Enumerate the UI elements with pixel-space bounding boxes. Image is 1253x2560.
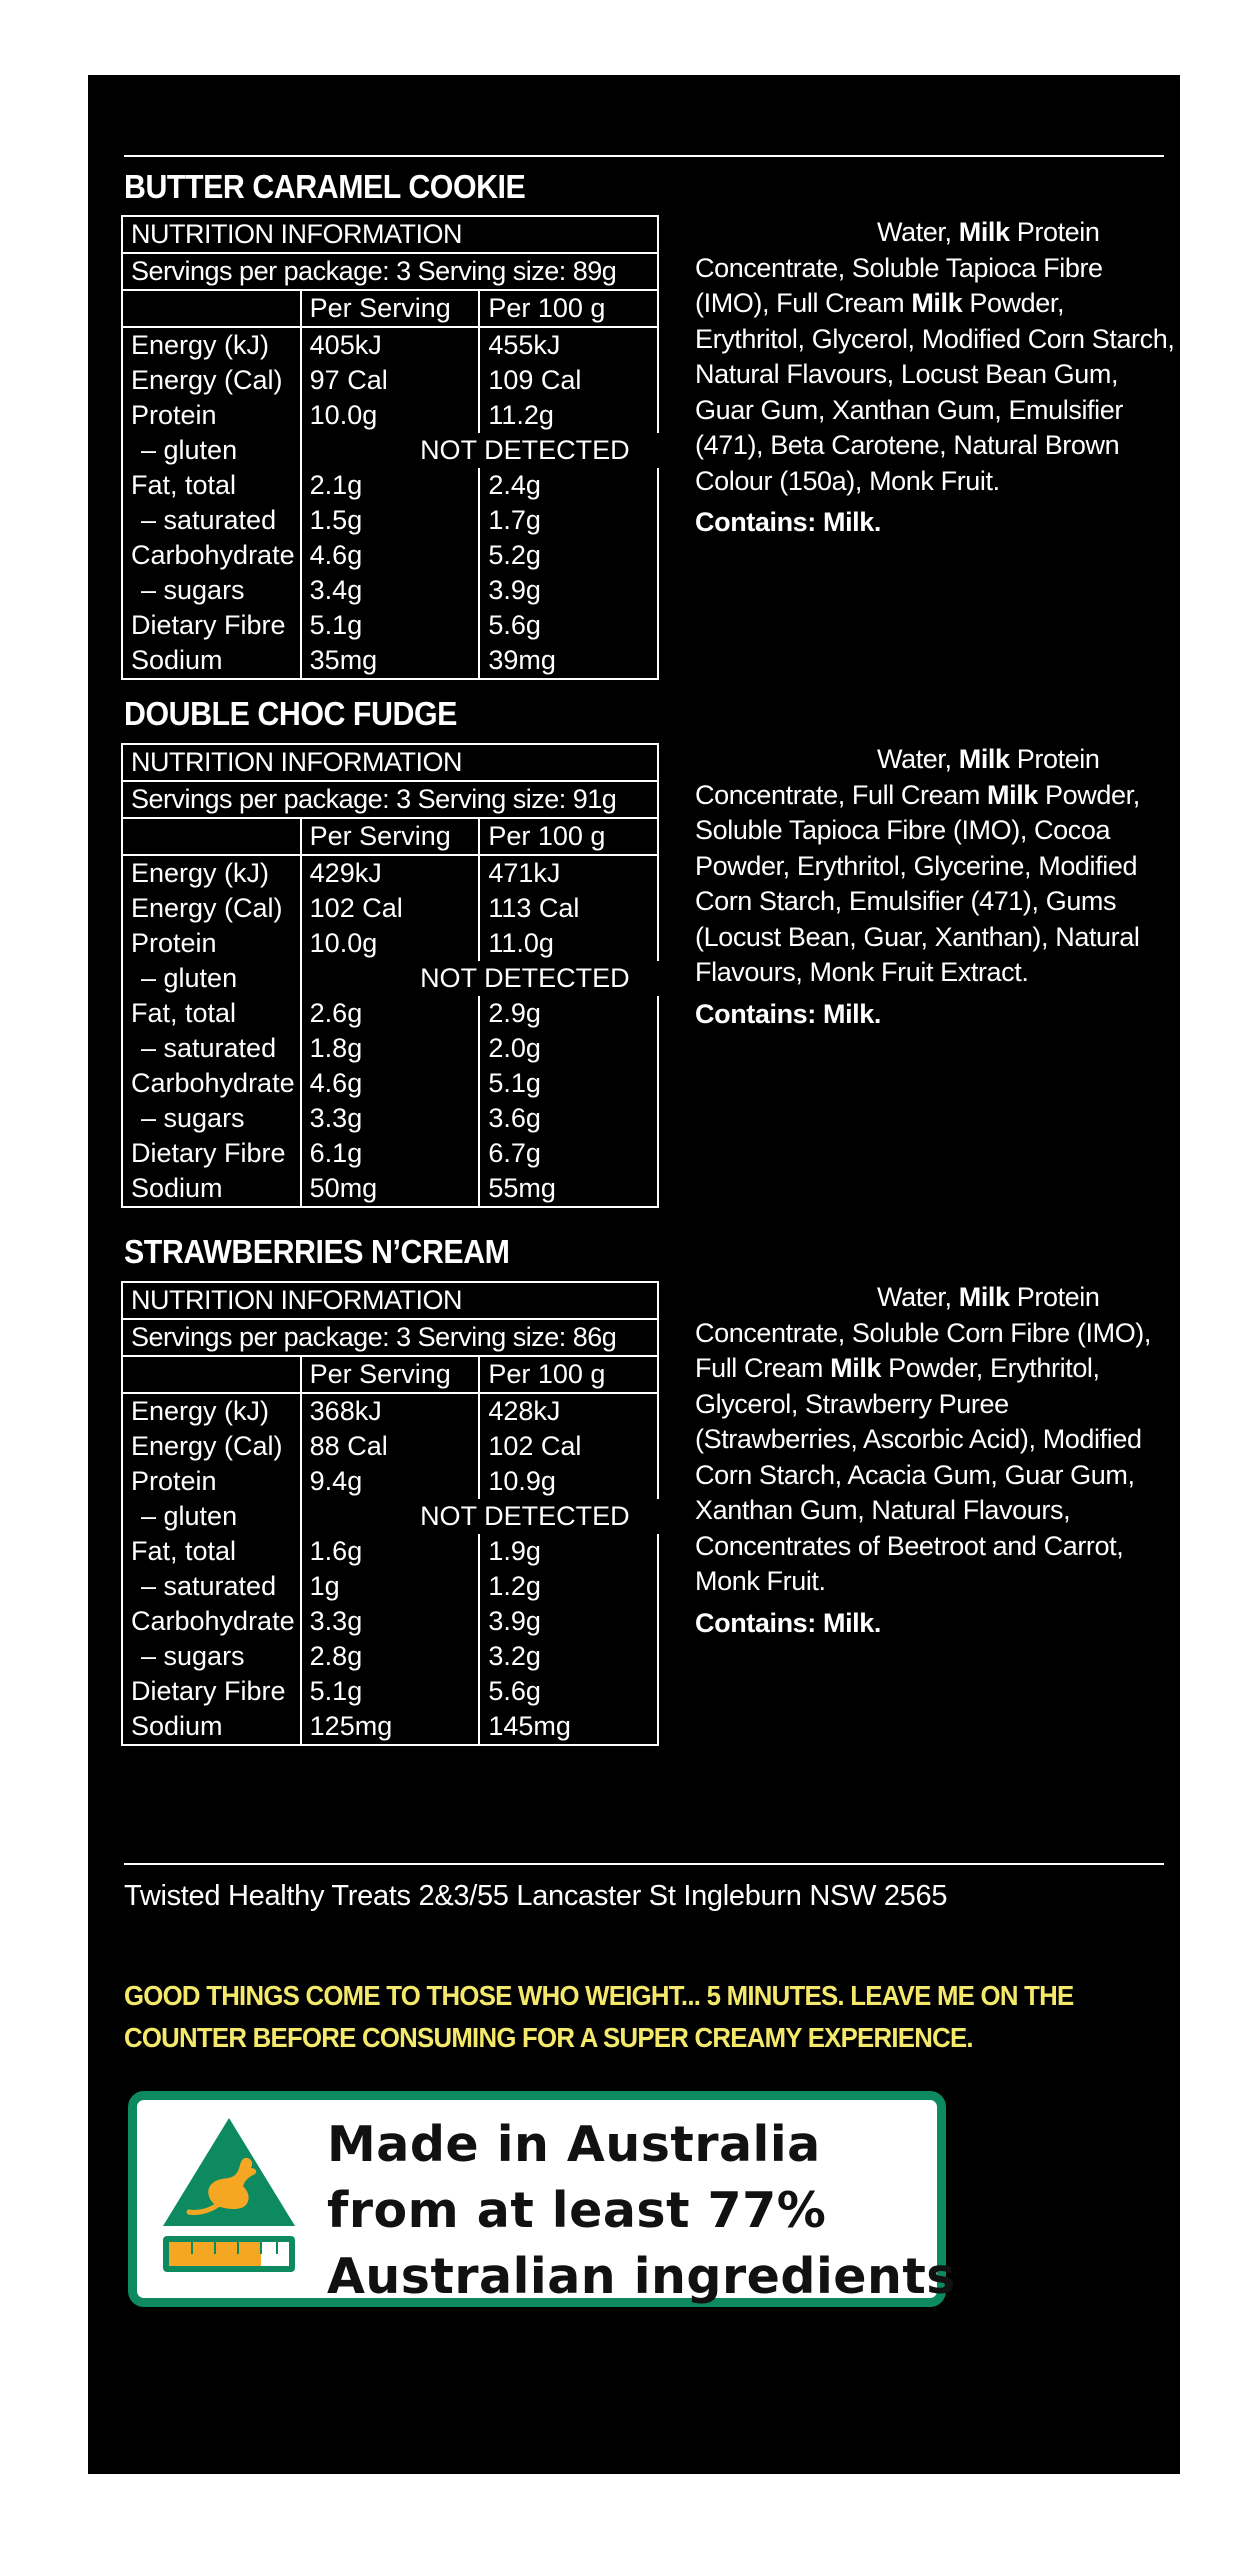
per-100g-value: 1.7g [479, 503, 658, 538]
ingredients-list [695, 742, 1175, 1032]
nutrient-label: – sugars [122, 573, 301, 608]
nutrient-label: Energy (Cal) [122, 363, 301, 398]
nutrient-label: Dietary Fibre [122, 608, 301, 643]
nutrient-label: Carbohydrate [122, 1604, 301, 1639]
nutrient-label: Energy (kJ) [122, 327, 301, 363]
product-title: STRAWBERRIES N’CREAM [124, 1233, 510, 1270]
per-100g-value: 6.7g [479, 1136, 658, 1171]
nutrient-value [301, 433, 658, 468]
per-100g-value: 471kJ [479, 855, 658, 891]
ingredients-list [695, 215, 1175, 541]
nutrient-label: Fat, total [122, 996, 301, 1031]
label-panel [88, 75, 1180, 2474]
nutrition-panel-title: NUTRITION INFORMATION [122, 216, 658, 253]
allergen-highlight: Milk [830, 1353, 882, 1383]
nutrition-table [121, 215, 659, 680]
ingredients-segment: Protein Concentrate, Full Cream [695, 744, 1100, 810]
per-serving-value: 9.4g [301, 1464, 480, 1499]
per-100g-value: 113 Cal [479, 891, 658, 926]
per-100g-value: 5.2g [479, 538, 658, 573]
ingredients-segment: Powder, Erythritol, Glycerol, Modified Corn Starch, Natural Flavours, Locust Bean Gum, Guar Gum, Xanthan Gum, Emulsifier (471), Beta Carotene, Natural Brown Colour (150a), Monk Fruit. [695, 288, 1175, 496]
nutrient-label: – sugars [122, 1101, 301, 1136]
ingredients-segment: Water, [877, 217, 959, 247]
ingredients-segment: Water, [877, 744, 959, 774]
nutrient-label: Energy (Cal) [122, 891, 301, 926]
per-serving-value: 429kJ [301, 855, 480, 891]
allergen-highlight: Milk [958, 744, 1010, 774]
ingredients-segment: Powder, Erythritol, Glycerol, Strawberry Puree (Strawberries, Ascorbic Acid), Modified Corn Starch, Acacia Gum, Guar Gum, Xanthan Gum, Natural Flavours, Concentrates of Beetroot and Carrot, Monk Fruit. [695, 1353, 1142, 1596]
per-serving-value: 2.1g [301, 468, 480, 503]
per-100g-value: 5.1g [479, 1066, 658, 1101]
australian-made-claim [327, 2112, 956, 2310]
per-serving-value: 50mg [301, 1171, 480, 1207]
per-100g-value: 1.2g [479, 1569, 658, 1604]
nutrient-label: Fat, total [122, 468, 301, 503]
nutrient-label: Fat, total [122, 1534, 301, 1569]
claim-line: from at least 77% [327, 2182, 827, 2239]
per-100g-value: 3.2g [479, 1639, 658, 1674]
per-serving-value: 3.3g [301, 1604, 480, 1639]
manufacturer-address: Twisted Healthy Treats 2&3/55 Lancaster St Ingleburn NSW 2565 [124, 1880, 948, 1912]
per-serving-value: 1g [301, 1569, 480, 1604]
per-serving-value: 4.6g [301, 1066, 480, 1101]
per-100g-value: 2.9g [479, 996, 658, 1031]
column-header-per-100g: Per 100 g [479, 818, 658, 855]
nutrition-panel-title: NUTRITION INFORMATION [122, 744, 658, 781]
nutrient-label: Energy (Cal) [122, 1429, 301, 1464]
ingredients-list [695, 1280, 1175, 1641]
per-100g-value: 109 Cal [479, 363, 658, 398]
nutrient-label: Protein [122, 1464, 301, 1499]
per-100g-value: 145mg [479, 1709, 658, 1745]
servings-info: Servings per package: 3 Serving size: 86g [122, 1319, 658, 1356]
per-serving-value: 1.8g [301, 1031, 480, 1066]
nutrient-label: Sodium [122, 1171, 301, 1207]
column-header-per-100g: Per 100 g [479, 290, 658, 327]
nutrient-label: – saturated [122, 1569, 301, 1604]
serving-tagline: GOOD THINGS COME TO THOSE WHO WEIGHT... 5 MINUTES. LEAVE ME ON THE COUNTER BEFORE CONSUMING FOR A SUPER CREAMY EXPERIENCE. [124, 1980, 1074, 2053]
per-100g-value: 11.0g [479, 926, 658, 961]
footer-divider [124, 1863, 1164, 1865]
per-100g-value: 5.6g [479, 1674, 658, 1709]
nutrient-label: – saturated [122, 1031, 301, 1066]
per-serving-value: 102 Cal [301, 891, 480, 926]
column-header-per-serving: Per Serving [301, 1356, 480, 1393]
australian-made-kangaroo-icon [159, 2114, 299, 2284]
per-serving-value: 1.5g [301, 503, 480, 538]
per-serving-value: 5.1g [301, 608, 480, 643]
servings-info: Servings per package: 3 Serving size: 89g [122, 253, 658, 290]
nutrient-label: Dietary Fibre [122, 1136, 301, 1171]
nutrient-label: – saturated [122, 503, 301, 538]
nutrition-panel-title: NUTRITION INFORMATION [122, 1282, 658, 1319]
ingredients-segment: Water, [877, 1282, 959, 1312]
australian-made-badge [128, 2091, 956, 2307]
per-serving-value: 4.6g [301, 538, 480, 573]
per-100g-value: 102 Cal [479, 1429, 658, 1464]
per-serving-value: 368kJ [301, 1393, 480, 1429]
per-100g-value: 2.4g [479, 468, 658, 503]
top-divider [124, 155, 1164, 157]
per-100g-value: 10.9g [479, 1464, 658, 1499]
not-detected-value: NOT DETECTED [420, 1501, 630, 1531]
per-serving-value: 3.4g [301, 573, 480, 608]
column-header-blank [122, 290, 301, 327]
per-100g-value: 2.0g [479, 1031, 658, 1066]
allergen-statement: Contains: Milk. [695, 1607, 882, 1638]
ingredients-segment: Powder, Soluble Tapioca Fibre (IMO), Cocoa Powder, Erythritol, Glycerine, Modified Corn Starch, Emulsifier (471), Gums (Locust Bean, Guar, Xanthan), Natural Flavours, Monk Fruit Extract. [695, 779, 1140, 987]
per-serving-value: 125mg [301, 1709, 480, 1745]
ingredients-segment: Protein Concentrate, Soluble Tapioca Fibre (IMO), Full Cream [695, 217, 1103, 318]
per-serving-value: 405kJ [301, 327, 480, 363]
per-serving-value: 88 Cal [301, 1429, 480, 1464]
per-100g-value: 428kJ [479, 1393, 658, 1429]
nutrition-table [121, 743, 659, 1208]
nutrient-label: Protein [122, 398, 301, 433]
not-detected-value: NOT DETECTED [420, 435, 630, 465]
per-serving-value: 2.8g [301, 1639, 480, 1674]
not-detected-value: NOT DETECTED [420, 963, 630, 993]
column-header-per-100g: Per 100 g [479, 1356, 658, 1393]
product-title: DOUBLE CHOC FUDGE [124, 695, 457, 732]
per-serving-value: 2.6g [301, 996, 480, 1031]
per-serving-value: 1.6g [301, 1534, 480, 1569]
per-100g-value: 3.9g [479, 1604, 658, 1639]
per-serving-value: 35mg [301, 643, 480, 679]
column-header-blank [122, 818, 301, 855]
claim-line: Australian ingredients [327, 2248, 956, 2305]
column-header-per-serving: Per Serving [301, 818, 480, 855]
per-serving-value: 97 Cal [301, 363, 480, 398]
per-serving-value: 5.1g [301, 1674, 480, 1709]
nutrient-label: Energy (kJ) [122, 1393, 301, 1429]
nutrient-label: Protein [122, 926, 301, 961]
nutrient-label: Carbohydrate [122, 538, 301, 573]
per-serving-value: 10.0g [301, 398, 480, 433]
allergen-highlight: Milk [958, 1282, 1010, 1312]
per-100g-value: 1.9g [479, 1534, 658, 1569]
allergen-highlight: Milk [987, 779, 1038, 810]
nutrient-value [301, 1499, 658, 1534]
per-serving-value: 10.0g [301, 926, 480, 961]
nutrient-label: – gluten [122, 961, 301, 996]
per-serving-value: 6.1g [301, 1136, 480, 1171]
per-serving-value: 3.3g [301, 1101, 480, 1136]
column-header-per-serving: Per Serving [301, 290, 480, 327]
claim-line: Made in Australia [327, 2116, 821, 2173]
allergen-statement: Contains: Milk. [695, 998, 882, 1029]
nutrient-label: Energy (kJ) [122, 855, 301, 891]
nutrient-value [301, 961, 658, 996]
per-100g-value: 39mg [479, 643, 658, 679]
product-title: BUTTER CARAMEL COOKIE [124, 168, 526, 205]
per-100g-value: 11.2g [479, 398, 658, 433]
nutrient-label: Dietary Fibre [122, 1674, 301, 1709]
nutrient-label: Carbohydrate [122, 1066, 301, 1101]
per-100g-value: 55mg [479, 1171, 658, 1207]
nutrient-label: – gluten [122, 433, 301, 468]
ingredients-text [695, 1280, 1175, 1600]
per-100g-value: 3.9g [479, 573, 658, 608]
allergen-statement: Contains: Milk. [695, 507, 882, 537]
per-100g-value: 3.6g [479, 1101, 658, 1136]
ingredients-segment: Protein Concentrate, Soluble Corn Fibre (IMO), Full Cream [695, 1282, 1151, 1383]
per-100g-value: 455kJ [479, 327, 658, 363]
servings-info: Servings per package: 3 Serving size: 91g [122, 781, 658, 818]
column-header-blank [122, 1356, 301, 1393]
per-100g-value: 5.6g [479, 608, 658, 643]
allergen-highlight: Milk [911, 288, 963, 318]
ingredients-text [695, 215, 1175, 499]
nutrient-label: – gluten [122, 1499, 301, 1534]
nutrition-table [121, 1281, 659, 1746]
nutrient-label: Sodium [122, 643, 301, 679]
nutrient-label: – sugars [122, 1639, 301, 1674]
ingredients-text [695, 742, 1175, 991]
allergen-highlight: Milk [958, 217, 1010, 247]
nutrient-label: Sodium [122, 1709, 301, 1745]
